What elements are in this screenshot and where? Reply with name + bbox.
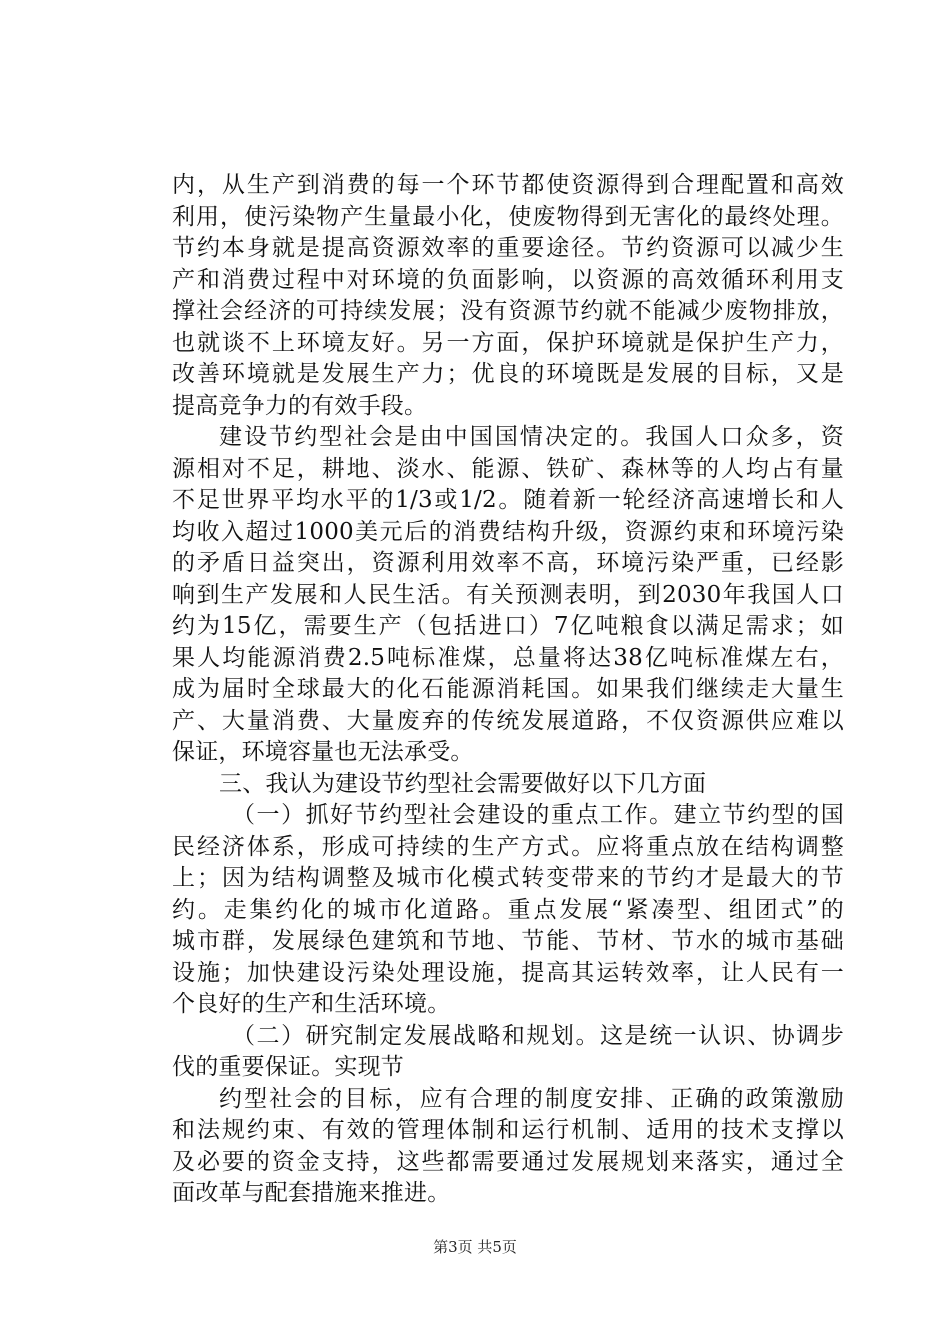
paragraph-start-line: 建设节约型社会是由中国国情决定的。我国人口众多，资 bbox=[219, 424, 844, 450]
text-line: 约为15亿，需要生产（包括进口）7亿吨粮食以满足需求；如 bbox=[172, 613, 844, 639]
text-line: 提高竞争力的有效手段。 bbox=[172, 392, 428, 419]
text-line: 及必要的资金支持，这些都需要通过发展规划来落实，通过全 bbox=[172, 1148, 844, 1175]
text-line: 个良好的生产和生活环境。 bbox=[172, 991, 451, 1017]
section-heading: 三、我认为建设节约型社会需要做好以下几方面 bbox=[219, 770, 707, 797]
text-line: 撑社会经济的可持续发展；没有资源节约就不能减少废物排放， bbox=[172, 298, 844, 324]
text-line: 果人均能源消费2.5吨标准煤，总量将达38亿吨标准煤左右， bbox=[172, 644, 844, 671]
document-body bbox=[172, 170, 844, 1210]
text-line: 不足世界平均水平的1/3或1/2。随着新一轮经济高速增长和人 bbox=[172, 487, 844, 513]
text-line: 伐的重要保证。实现节 bbox=[172, 1054, 404, 1080]
text-line: 上；因为结构调整及城市化模式转变带来的节约才是最大的节 bbox=[172, 865, 844, 891]
text-line: 也就谈不上环境友好。另一方面，保护环境就是保护生产力， bbox=[172, 329, 844, 356]
text-line: 民经济体系，形成可持续的生产方式。应将重点放在结构调整 bbox=[172, 833, 844, 860]
text-line: 产、大量消费、大量废弃的传统发展道路，不仅资源供应难以 bbox=[172, 707, 844, 734]
text-line: 城市群，发展绿色建筑和节地、节能、节材、节水的城市基础 bbox=[172, 928, 844, 954]
text-line: 的矛盾日益突出，资源利用效率不高，环境污染严重，已经影 bbox=[172, 550, 844, 576]
text-line: 成为届时全球最大的化石能源消耗国。如果我们继续走大量生 bbox=[172, 676, 844, 702]
paragraph-start-line: （一）抓好节约型社会建设的重点工作。建立节约型的国 bbox=[232, 802, 844, 828]
text-line: 源相对不足，耕地、淡水、能源、铁矿、森林等的人均占有量 bbox=[172, 455, 844, 482]
text-line: 节约本身就是提高资源效率的重要途径。节约资源可以减少生 bbox=[172, 235, 844, 261]
paragraph-start-line: 约型社会的目标，应有合理的制度安排、正确的政策激励 bbox=[219, 1085, 844, 1112]
text-line: 利用，使污染物产生量最小化，使废物得到无害化的最终处理。 bbox=[172, 203, 844, 230]
text-line: 产和消费过程中对环境的负面影响，以资源的高效循环利用支 bbox=[172, 266, 844, 293]
paragraph-start-line: （二）研究制定发展战略和规划。这是统一认识、协调步 bbox=[232, 1022, 844, 1049]
text-line: 设施；加快建设污染处理设施，提高其运转效率，让人民有一 bbox=[172, 959, 844, 986]
text-line: 约。走集约化的城市化道路。重点发展“紧凑型、组团式”的 bbox=[172, 896, 844, 923]
text-line: 和法规约束、有效的管理体制和运行机制、适用的技术支撑以 bbox=[172, 1117, 844, 1143]
text-line: 响到生产发展和人民生活。有关预测表明，到2030年我国人口 bbox=[172, 581, 844, 608]
text-line: 保证，环境容量也无法承受。 bbox=[172, 739, 474, 765]
text-line: 改善环境就是发展生产力；优良的环境既是发展的目标，又是 bbox=[172, 361, 844, 387]
text-line: 均收入超过1000美元后的消费结构升级，资源约束和环境污染 bbox=[172, 518, 844, 545]
page-number-footer: 第3页 共5页 bbox=[433, 1238, 517, 1256]
text-line: 内，从生产到消费的每一个环节都使资源得到合理配置和高效 bbox=[172, 172, 844, 198]
text-line: 面改革与配套措施来推进。 bbox=[172, 1180, 451, 1206]
